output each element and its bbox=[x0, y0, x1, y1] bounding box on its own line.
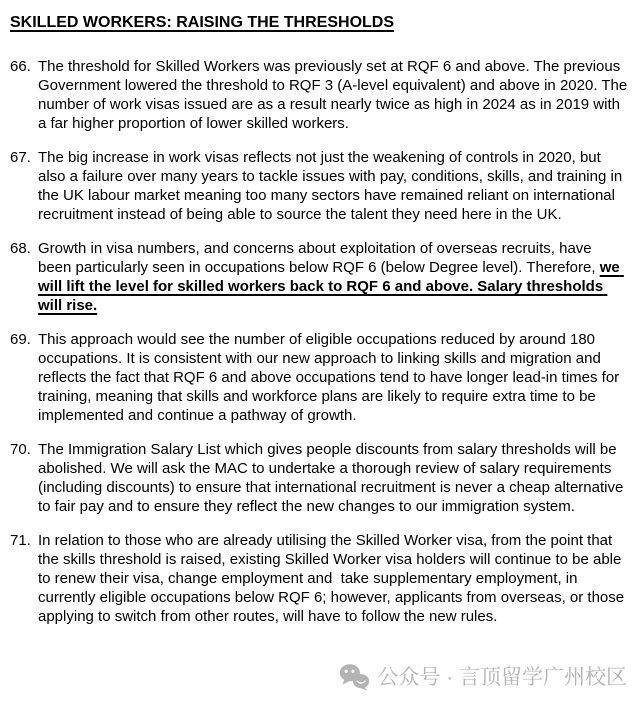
paragraph-68 bbox=[10, 239, 628, 315]
paragraph-number: 71. bbox=[10, 532, 31, 549]
text-segment: The big increase in work visas reflects not just the weakening of controls in 2020, but also a failure over many years to tackle issues with pay, conditions, skills, and training in the UK labour market meaning too many sectors have remained reliant on international recruitment instead of being able to source the talent they need here in the UK. bbox=[38, 149, 627, 223]
paragraph-number: 67. bbox=[10, 149, 31, 166]
watermark bbox=[339, 663, 627, 691]
paragraph-text bbox=[38, 330, 628, 425]
wechat-icon bbox=[339, 663, 370, 691]
watermark-text: 公众号 · 言顶留学广州校区 bbox=[377, 665, 627, 689]
paragraph-70 bbox=[10, 440, 628, 516]
text-segment: Growth in visa numbers, and concerns about exploitation of overseas recruits, have been particularly seen in occupations below RQF 6 (below Degree level). Therefore, bbox=[38, 240, 600, 276]
paragraph-number: 70. bbox=[10, 441, 31, 458]
paragraph-number: 68. bbox=[10, 240, 31, 257]
paragraph-number: 66. bbox=[10, 58, 31, 75]
text-segment: This approach would see the number of eligible occupations reduced by around 180 occupations. It is consistent with our new approach to linking skills and migration and reflects the fact that RQF 6 and above occupations tend to have longer lead-in times for training, meaning that skills and workforce plans are likely to require extra time to be implemented and continue a pathway of growth. bbox=[38, 331, 624, 424]
paragraph-66 bbox=[10, 57, 632, 133]
emphasized-text-segment: we will lift the level for skilled workers back to RQF 6 and above. Salary thresholds will rise. bbox=[38, 259, 624, 314]
paragraph-text bbox=[38, 57, 632, 133]
paragraph-text bbox=[38, 440, 628, 516]
paragraph-number: 69. bbox=[10, 331, 31, 348]
paragraph-69 bbox=[10, 330, 628, 425]
page-title: SKILLED WORKERS: RAISING THE THRESHOLDS bbox=[10, 14, 395, 31]
text-segment: In relation to those who are already utilising the Skilled Worker visa, from the point that the skills threshold is raised, existing Skilled Worker visa holders will continue to be able to renew their visa, change employment and take supplementary employment, in currently eligible occupations below RQF 6; however, applicants from overseas, or those applying to switch from other routes, will have to follow the new rules. bbox=[38, 532, 629, 625]
paragraph-text bbox=[38, 148, 628, 224]
paragraph-71 bbox=[10, 531, 628, 626]
paragraph-text bbox=[38, 239, 628, 315]
text-segment: The Immigration Salary List which gives people discounts from salary thresholds will be abolished. We will ask the MAC to undertake a thorough review of salary requirements (including discounts) to ensure that international recruitment is never a cheap alternative to fair pay and to ensure they reflect the new changes to our immigration system. bbox=[38, 441, 628, 515]
paragraph-text bbox=[38, 531, 628, 626]
paragraph-67 bbox=[10, 148, 628, 224]
text-segment: The threshold for Skilled Workers was previously set at RQF 6 and above. The previous Government lowered the threshold to RQF 3 (A-level equivalent) and above in 2020. The number of work visas issued are as a result nearly twice as high in 2024 as in 2019 with a far higher proportion of lower skilled workers. bbox=[38, 58, 632, 132]
